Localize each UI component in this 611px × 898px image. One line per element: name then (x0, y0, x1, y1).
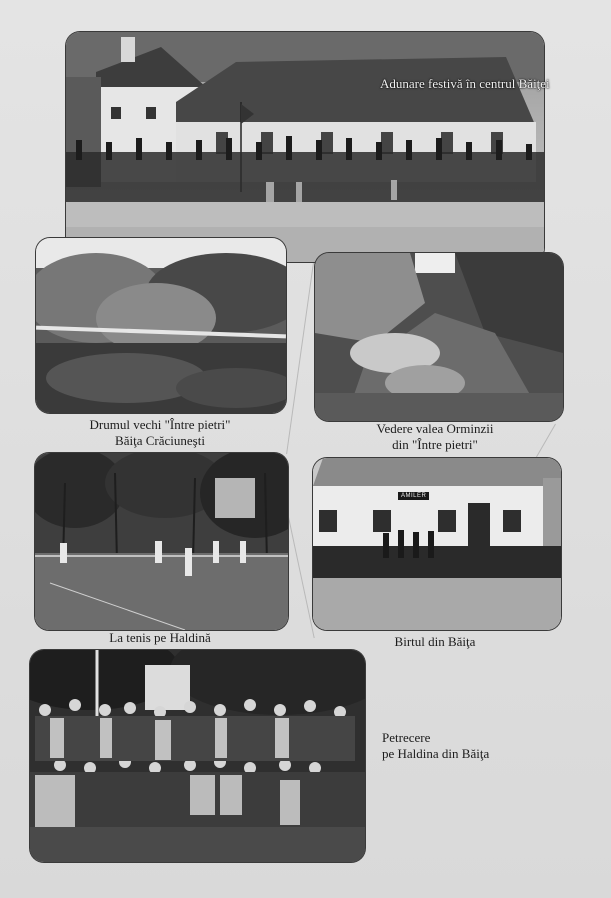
photo-tennis-caption (70, 630, 250, 646)
photo-tavern-image (313, 458, 561, 630)
photo-party-caption (382, 730, 532, 762)
caption-line: Petrecere (382, 730, 431, 745)
caption-line: Birtul din Băiţa (394, 634, 476, 649)
photo-tennis-image (35, 453, 288, 630)
photo-valley (315, 253, 563, 421)
photo-valley-caption (345, 421, 525, 453)
photo-festive-gathering (66, 32, 544, 262)
photo-party-image (30, 650, 365, 862)
photo-old-road-image (36, 238, 286, 413)
photo-festive-caption (380, 76, 550, 92)
caption-line: din "Între pietri" (392, 437, 478, 452)
photo-tavern (313, 458, 561, 630)
caption-line: Băiţa Crăciuneşti (115, 433, 205, 448)
caption-line: La tenis pe Haldină (109, 630, 211, 645)
photo-party (30, 650, 365, 862)
photo-tavern-caption (360, 634, 510, 650)
caption-line: Adunare festivă (380, 76, 463, 91)
caption-line: în centrul Băiţei (465, 76, 550, 91)
photo-old-road-caption (60, 417, 260, 449)
photo-tennis (35, 453, 288, 630)
photo-valley-image (315, 253, 563, 421)
tavern-sign: AMILER (398, 492, 429, 500)
caption-line: Drumul vechi "Între pietri" (89, 417, 231, 432)
photo-old-road (36, 238, 286, 413)
caption-line: Vedere valea Orminzii (376, 421, 494, 436)
photo-festive-image (66, 32, 544, 262)
caption-line: pe Haldina din Băiţa (382, 746, 490, 761)
map-line (286, 256, 315, 454)
